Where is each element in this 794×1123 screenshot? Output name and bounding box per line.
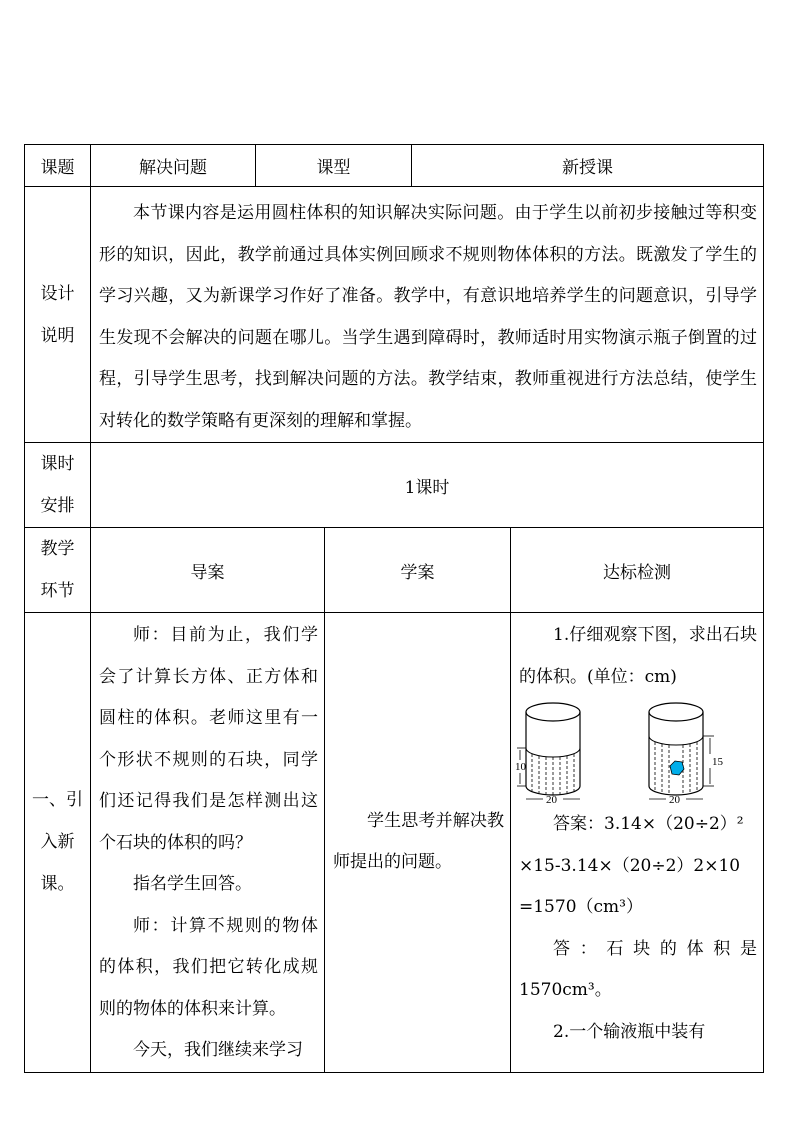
answer-line-2: ×15-3.14×（20÷2）2×10: [519, 855, 741, 876]
stage-header-line1: 教学: [40, 539, 75, 559]
schedule-row: [25, 443, 764, 528]
topic-value: 解决问题: [91, 145, 256, 187]
cylinder-figures: [511, 698, 763, 804]
section1-study-text: [325, 801, 510, 884]
section1-stage-line3: 课。: [40, 874, 75, 895]
guide-paragraph: 指名学生回答。: [133, 874, 252, 894]
stage-header-line2: 环节: [40, 581, 75, 601]
type-value: 新授课: [412, 145, 764, 187]
design-label: [25, 187, 91, 443]
check-column-header: 达标检测: [511, 528, 764, 613]
section1-row: [25, 613, 764, 1073]
type-label: 课型: [256, 145, 412, 187]
schedule-label-line1: 课时: [40, 454, 75, 474]
answer-line-1: 答案：3.14×（20÷2）²: [553, 814, 744, 834]
section1-guide-text: [91, 613, 324, 1072]
cylinder-figure-stone: [638, 700, 753, 804]
lesson-plan-table: [24, 144, 764, 1073]
header-row: [25, 145, 764, 187]
design-label-line2: 说明: [40, 325, 75, 346]
schedule-label: [25, 443, 91, 528]
section1-check-cell: [511, 613, 764, 1073]
cylinder-figure-water: [515, 700, 630, 804]
schedule-value: 1课时: [91, 443, 764, 528]
guide-paragraph: 今天，我们继续来学习: [133, 1040, 303, 1060]
design-text-cell: [91, 187, 764, 443]
guide-paragraph: 师：计算不规则的物体的体积，我们把它转化成规则的物体的体积来计算。: [99, 915, 318, 1019]
topic-label: 课题: [25, 145, 91, 187]
design-text: 本节课内容是运用圆柱体积的知识解决实际问题。由于学生以前初步接触过等积变形的知识，因此，教学前通过具体实例回顾求不规则物体体积的方法。既激发了学生的学习兴趣，又为新课学习作好了准备。教学中，有意识地培养学生的问题意识，引导学生发现不会解决的问题在哪儿。当学生遇到障碍时，教师适时用实物演示瓶子倒置的过程，引导学生思考，找到解决问题的方法。教学结束，教师重视进行方法总结，使学生对转化的数学策略有更深刻的理解和掌握。: [99, 203, 757, 431]
schedule-label-line2: 安排: [40, 496, 75, 516]
design-label-line1: 设计: [40, 283, 75, 304]
section1-stage-line1: 一、引: [32, 790, 83, 811]
fig2-height-label: 15: [712, 756, 723, 768]
check-answer: [511, 804, 763, 1053]
section1-study-cell: [325, 613, 511, 1073]
guide-column-header: 导案: [91, 528, 325, 613]
section1-stage-line2: 入新: [40, 832, 75, 853]
guide-paragraph: 师：目前为止，我们学会了计算长方体、正方体和圆柱的体积。老师这里有一个形状不规则的石块，同学们还记得我们是怎样测出这个石块的体积的吗？: [99, 625, 318, 853]
stone-shape: [670, 761, 684, 775]
section1-check-text: [511, 613, 763, 698]
fig1-width-label: 20: [546, 794, 557, 804]
study-paragraph: 学生思考并解决教师提出的问题。: [333, 810, 504, 873]
study-column-header: 学案: [325, 528, 511, 613]
column-header-row: [25, 528, 764, 613]
check-question-1: 1.仔细观察下图，求出石块的体积。(单位：cm): [519, 625, 757, 687]
fig1-height-label: 10: [515, 761, 526, 773]
design-row: [25, 187, 764, 443]
answer-conclusion: 答：石块的体积是1570cm³。: [519, 938, 757, 1000]
section1-guide-cell: [91, 613, 325, 1073]
answer-line-3: =1570（cm³）: [519, 897, 643, 917]
check-question-2: 2.一个输液瓶中装有: [553, 1021, 706, 1042]
section1-stage: [25, 613, 91, 1073]
stage-column-header: [25, 528, 91, 613]
fig2-width-label: 20: [669, 794, 680, 804]
